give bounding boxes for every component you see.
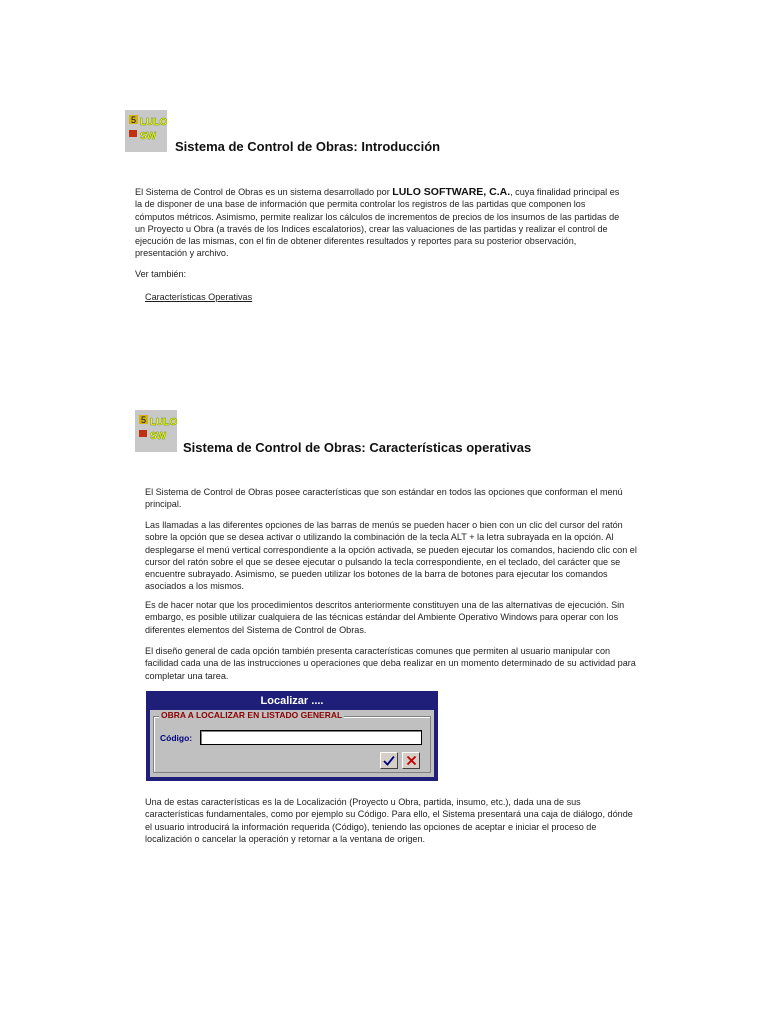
company-name: LULO SOFTWARE, C.A. xyxy=(392,186,511,198)
obra-group-box xyxy=(153,710,431,773)
cancel-button[interactable] xyxy=(402,752,420,769)
paragraph-4: El diseño general de cada opción también presenta características comunes que permiten al usuario manipular con facilidad cada una de las instrucciones u operaciones que deba realizar en un momento determinado de su actividad para completar una tarea. xyxy=(145,646,636,681)
codigo-label: Código: xyxy=(160,733,193,743)
paragraph-2: Las llamadas a las diferentes opciones de las barras de menús se pueden hacer o bien con un clic del cursor del ratón sobre la opción que se desea activar o utilizando la combinación de la tecla ALT + la letra subrayada en la opción. Al desplegarse el menú vertical correspondiente a la opción activada, se pueden ejecutar los comandos, haciendo clic con el cursor del ratón sobre el que se desee ejecutar o pulsando la tecla correspondiente, en el teclado, del carácter que se encuentre subrayado. Asimismo, se pueden utilizar los botones de la barra de botones para ejecutar los comandos asociados a los mismos. xyxy=(145,520,637,592)
intro-paragraph xyxy=(135,186,625,260)
codigo-input[interactable] xyxy=(200,730,422,745)
intro-text-start: El Sistema de Control de Obras es un sistema desarrollado por xyxy=(135,187,393,197)
svg-text:5: 5 xyxy=(141,415,147,425)
see-also-label: Ver también: xyxy=(135,269,187,279)
group-label: OBRA A LOCALIZAR EN LISTADO GENERAL xyxy=(161,710,343,720)
dialog-body xyxy=(150,710,434,777)
accept-button[interactable] xyxy=(380,752,398,769)
svg-text:SW: SW xyxy=(140,131,157,142)
caracteristicas-operativas-link[interactable]: Características Operativas xyxy=(145,292,253,302)
dialog-title: Localizar .... xyxy=(149,694,435,709)
svg-text:5: 5 xyxy=(131,115,137,125)
localizar-dialog xyxy=(146,691,438,781)
check-icon xyxy=(383,755,395,766)
x-icon xyxy=(406,755,417,766)
lulo-logo-icon xyxy=(125,110,167,152)
lulo-logo-icon xyxy=(135,410,177,452)
intro-text-rest: , cuya finalidad principal es la de disponer de una base de información que permita controlar los registros de las partidas que componen los cómputos métricos. Asimismo, permite realizar los cálculos de incrementos de precios de los insumos de las partidas de un Proyecto u Obra (a través de los Indices escalatorios), crear las valuaciones de las partidas y realizar el control de ejecución de las mismas, con el fin de obtener diferentes resultados y reportes para su posterior observación, presentación y archivo. xyxy=(135,187,620,259)
page-title-introduccion: Sistema de Control de Obras: Introducción xyxy=(175,139,441,154)
svg-text:SW: SW xyxy=(150,431,167,442)
paragraph-5: Una de estas características es la de Localización (Proyecto u Obra, partida, insumo, etc.), dada una de sus características fundamentales, como por ejemplo su Código. Para ello, el Sistema presentará una caja de diálogo, dónde el usuario introducirá la información requerida (Código), teniendo las opciones de aceptar e iniciar el proceso de localización o cancelar la operación y retornar a la ventana de origen. xyxy=(145,797,633,844)
svg-text:LULO: LULO xyxy=(150,417,177,428)
page-title-caracteristicas: Sistema de Control de Obras: Características operativas xyxy=(183,440,532,455)
svg-text:LULO: LULO xyxy=(140,117,167,128)
paragraph-1: El Sistema de Control de Obras posee características que son estándar en todos las opciones que conforman el menú principal. xyxy=(145,487,623,510)
paragraph-3: Es de hacer notar que los procedimientos descritos anteriormente constituyen una de las alternativas de ejecución. Sin embargo, es posible utilizar cualquiera de las técnicas estándar del Ambiente Operativo Windows para operar con los diferentes elementos del Sistema de Control de Obras. xyxy=(145,600,625,635)
